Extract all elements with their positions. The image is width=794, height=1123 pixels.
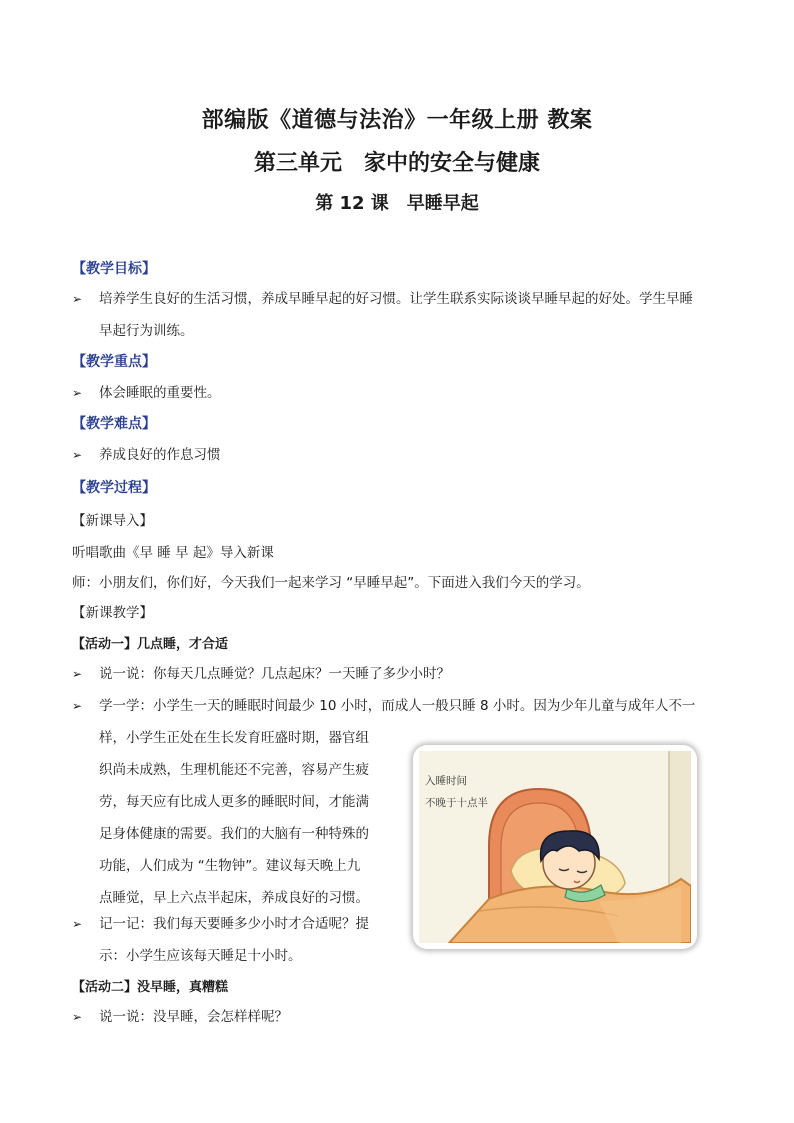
section-heading-goals: 【教学目标】 [72,261,156,277]
lesson-title: 第 12 课 早睡早起 [315,193,479,214]
intro-line1: 听唱歌曲《早 睡 早 起》导入新课 [72,545,274,561]
note-line2: 示：小学生应该每天睡足十小时。 [99,948,302,964]
intro-heading: 【新课导入】 [72,513,153,529]
learn-line2: 样，小学生正处在生长发育旺盛时期，器官组 [99,730,369,746]
activity1-heading: 【活动一】几点睡，才合适 [72,637,229,652]
focus-item [72,377,722,409]
activity1-say-text: 说一说：你每天几点睡觉？几点起床？一天睡了多少小时？ [99,666,450,682]
note-line1: 记一记：我们每天要睡多少小时才合适呢？提 [99,916,369,932]
learn-line1: 学一学：小学生一天的睡眠时间最少 10 小时，而成人一般只睡 8 小时。因为少年儿童与成年人不一 [99,698,696,714]
document-title: 部编版《道德与法治》一年级上册 教案 [201,108,593,133]
bullet-arrow-icon: ➢ [72,292,83,306]
section-heading-focus: 【教学重点】 [72,354,156,370]
activity1-say-item [72,658,722,690]
bullet-arrow-icon: ➢ [72,386,83,400]
unit-title: 第三单元 家中的安全与健康 [253,151,540,176]
goal-text-line2: 早起行为训练。 [99,323,194,339]
learn-line6: 功能，人们成为 “生物钟”。建议每天晚上九 [99,858,361,874]
learn-line3: 织尚未成熟，生理机能还不完善，容易产生疲 [99,762,369,778]
focus-text: 体会睡眠的重要性。 [99,385,221,401]
sleeping-child-illustration [413,745,697,949]
bullet-arrow-icon: ➢ [72,448,83,462]
goal-item [72,283,722,347]
bullet-arrow-icon: ➢ [72,699,83,713]
activity2-heading: 【活动二】没早睡，真糟糕 [72,980,229,995]
difficulty-text: 养成良好的作息习惯 [99,447,221,463]
activity2-say-text: 说一说：没早睡，会怎样样呢？ [99,1009,288,1025]
goal-text-line1: 培养学生良好的生活习惯，养成早睡早起的好习惯。让学生联系实际谈谈早睡早起的好处。学生早睡 [99,291,693,307]
difficulty-item [72,439,722,471]
illustration-caption-line1: 入睡时间 [425,775,467,787]
activity2-say-item [72,1001,722,1033]
bullet-arrow-icon: ➢ [72,667,83,681]
section-heading-process: 【教学过程】 [72,480,156,496]
learn-line7: 点睡觉，早上六点半起床，养成良好的习惯。 [99,890,369,906]
learn-line5: 足身体健康的需要。我们的大脑有一种特殊的 [99,826,369,842]
learn-line4: 劳，每天应有比成人更多的睡眠时间，才能满 [99,794,369,810]
bullet-arrow-icon: ➢ [72,1010,83,1024]
intro-line2: 师：小朋友们，你们好，今天我们一起来学习 “早睡早起”。下面进入我们今天的学习。 [72,575,590,591]
illustration-caption-line2: 不晚于十点半 [425,797,488,809]
section-heading-difficulty: 【教学难点】 [72,416,156,432]
bullet-arrow-icon: ➢ [72,917,83,931]
teach-heading: 【新课教学】 [72,605,153,621]
